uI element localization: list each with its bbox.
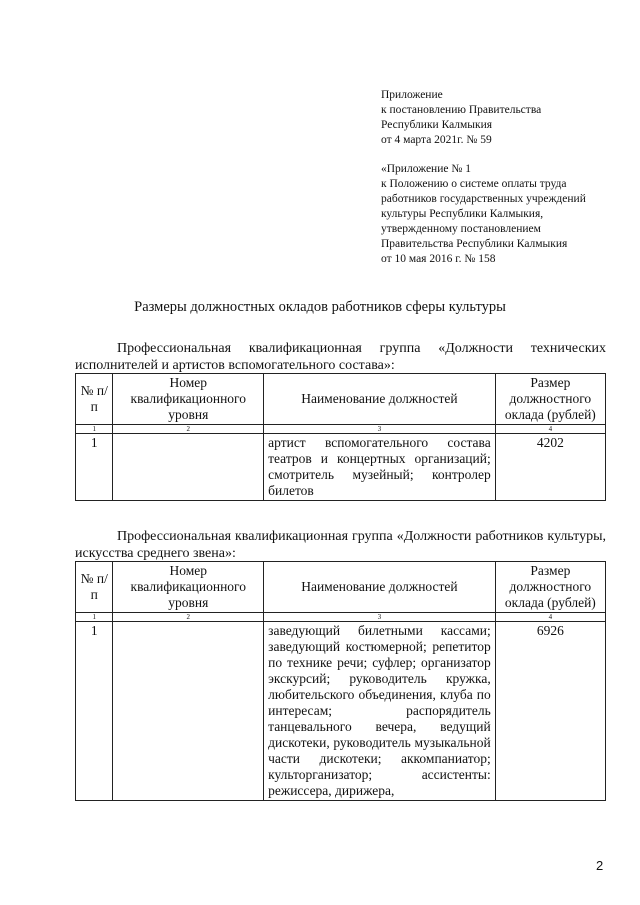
row-level [113,434,264,501]
appendix-line: утвержденному постановлением [381,223,541,235]
column-index-row [76,613,606,622]
document-title: Размеры должностных окладов работников сферы культуры [134,299,506,315]
column-index: 3 [264,613,496,622]
column-header-num: № п/п [76,562,113,613]
salary-table [75,373,606,501]
group-heading: Профессиональная квалификационная группа «Должности работников культуры, искусства среднего звена»: [75,529,606,561]
column-index: 4 [495,613,605,622]
column-header-level: Номер квалификационного уровня [113,562,264,613]
salary-table [75,561,606,801]
appendix-line: культуры Республики Калмыкия, [381,208,544,220]
row-salary: 6926 [495,622,605,801]
table-header-row [76,374,606,425]
appendix-line: Приложение [381,89,443,101]
appendix-line: к Положению о системе оплаты труда [381,178,567,190]
column-index: 2 [113,425,264,434]
column-header-salary: Размер должностного оклада (рублей) [495,374,605,425]
column-header-positions: Наименование должностей [264,562,496,613]
row-num: 1 [76,622,113,801]
appendix-line: к постановлению Правительства [381,104,542,116]
appendix-spacer [381,148,631,162]
appendix-line: работников государственных учреждений [381,193,586,205]
group-heading: Профессиональная квалификационная группа «Должности технических исполнителей и артистов вспомогательного состава»: [75,341,606,373]
row-level [113,622,264,801]
table-row [76,434,606,501]
appendix-line: от 10 мая 2016 г. № 158 [381,253,496,265]
appendix-block [381,88,631,267]
column-index: 3 [264,425,496,434]
appendix-line: Республики Калмыкия [381,119,493,131]
row-num: 1 [76,434,113,501]
column-index: 4 [495,425,605,434]
column-index-row [76,425,606,434]
column-header-salary: Размер должностного оклада (рублей) [495,562,605,613]
appendix-line: от 4 марта 2021г. № 59 [381,134,492,146]
table-header-row [76,562,606,613]
column-header-num: № п/п [76,374,113,425]
page-number: 2 [596,858,604,873]
appendix-line: Правительства Республики Калмыкия [381,238,568,250]
column-index: 1 [76,425,113,434]
table-row [76,622,606,801]
column-header-positions: Наименование должностей [264,374,496,425]
row-positions: артист вспомогательного состава театров и концертных организаций; смотритель музейный; контролер билетов [264,434,496,501]
row-salary: 4202 [495,434,605,501]
column-index: 1 [76,613,113,622]
column-header-level: Номер квалификационного уровня [113,374,264,425]
column-index: 2 [113,613,264,622]
row-positions: заведующий билетными кассами; заведующий костюмерной; репетитор по технике речи; суфлер; организатор экскурсий; руководитель кружка, любительского объединения, клуба по интересам; распорядитель танцевального вечера, ведущий дискотеки, руководитель музыкальной части дискотеки; аккомпаниатор; культорганизатор; ассистенты: режиссера, дирижера, [264,622,496,801]
appendix-line: «Приложение № 1 [381,163,471,175]
